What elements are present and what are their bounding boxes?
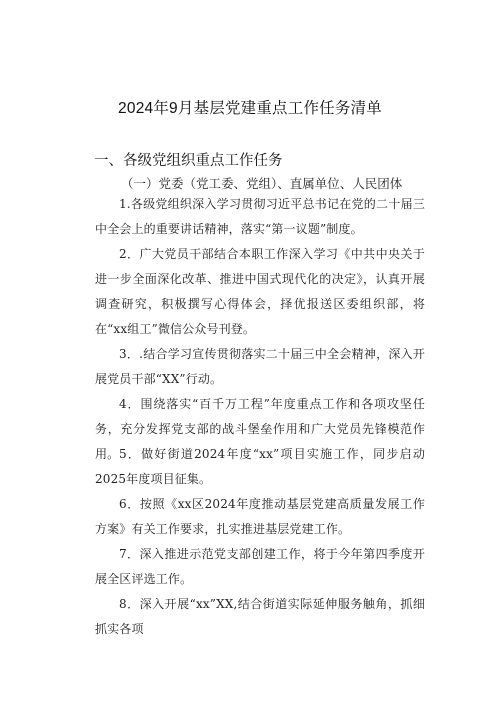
- task-item-2: 2．广大党员干部结合本职工作深入学习《中共中央关于进一步全面深化改革、推进中国式现代化的决定》，认真开展调查研究，积极撰写心得体会，择优报送区委组织部，将在“xx组工”微信公众号刊登。: [95, 247, 425, 336]
- task-item-1: 1.各级党组织深入学习贯彻习近平总书记在党的二十届三中全会上的重要讲话精神，落实“第一议题”制度。: [95, 197, 425, 236]
- task-item-5: 5．做好街道2024年度“xx”项目实施工作，同步启动2025年度项目征集。: [95, 447, 425, 486]
- document-title: 2024年9月基层党建重点工作任务清单: [118, 100, 382, 117]
- task-item-4: 4．围绕落实“百千万工程”年度重点工作和各项攻坚任务，充分发挥党支部的战斗堡垒作用和广大党员先锋模范作用。: [95, 397, 425, 461]
- subsection-heading: （一）党委（党工委、党组）、直属单位、人民团体: [121, 176, 403, 191]
- task-item-3: 3．.结合学习宣传贯彻落实二十届三中全会精神，深入开展党员干部“XX”行动。: [95, 347, 425, 386]
- task-item-7: 7．深入推进示范党支部创建工作，将于今年第四季度开展全区评选工作。: [95, 547, 425, 586]
- task-item-6: 6．按照《xx区2024年度推动基层党建高质量发展工作方案》有关工作要求，扎实推进基层党建工作。: [95, 497, 425, 536]
- section-heading: 一、各级党组织重点工作任务: [94, 153, 283, 169]
- task-item-8: 8．深入开展“xx”XX,结合街道实际延伸服务触角，抓细抓实各项: [95, 597, 425, 636]
